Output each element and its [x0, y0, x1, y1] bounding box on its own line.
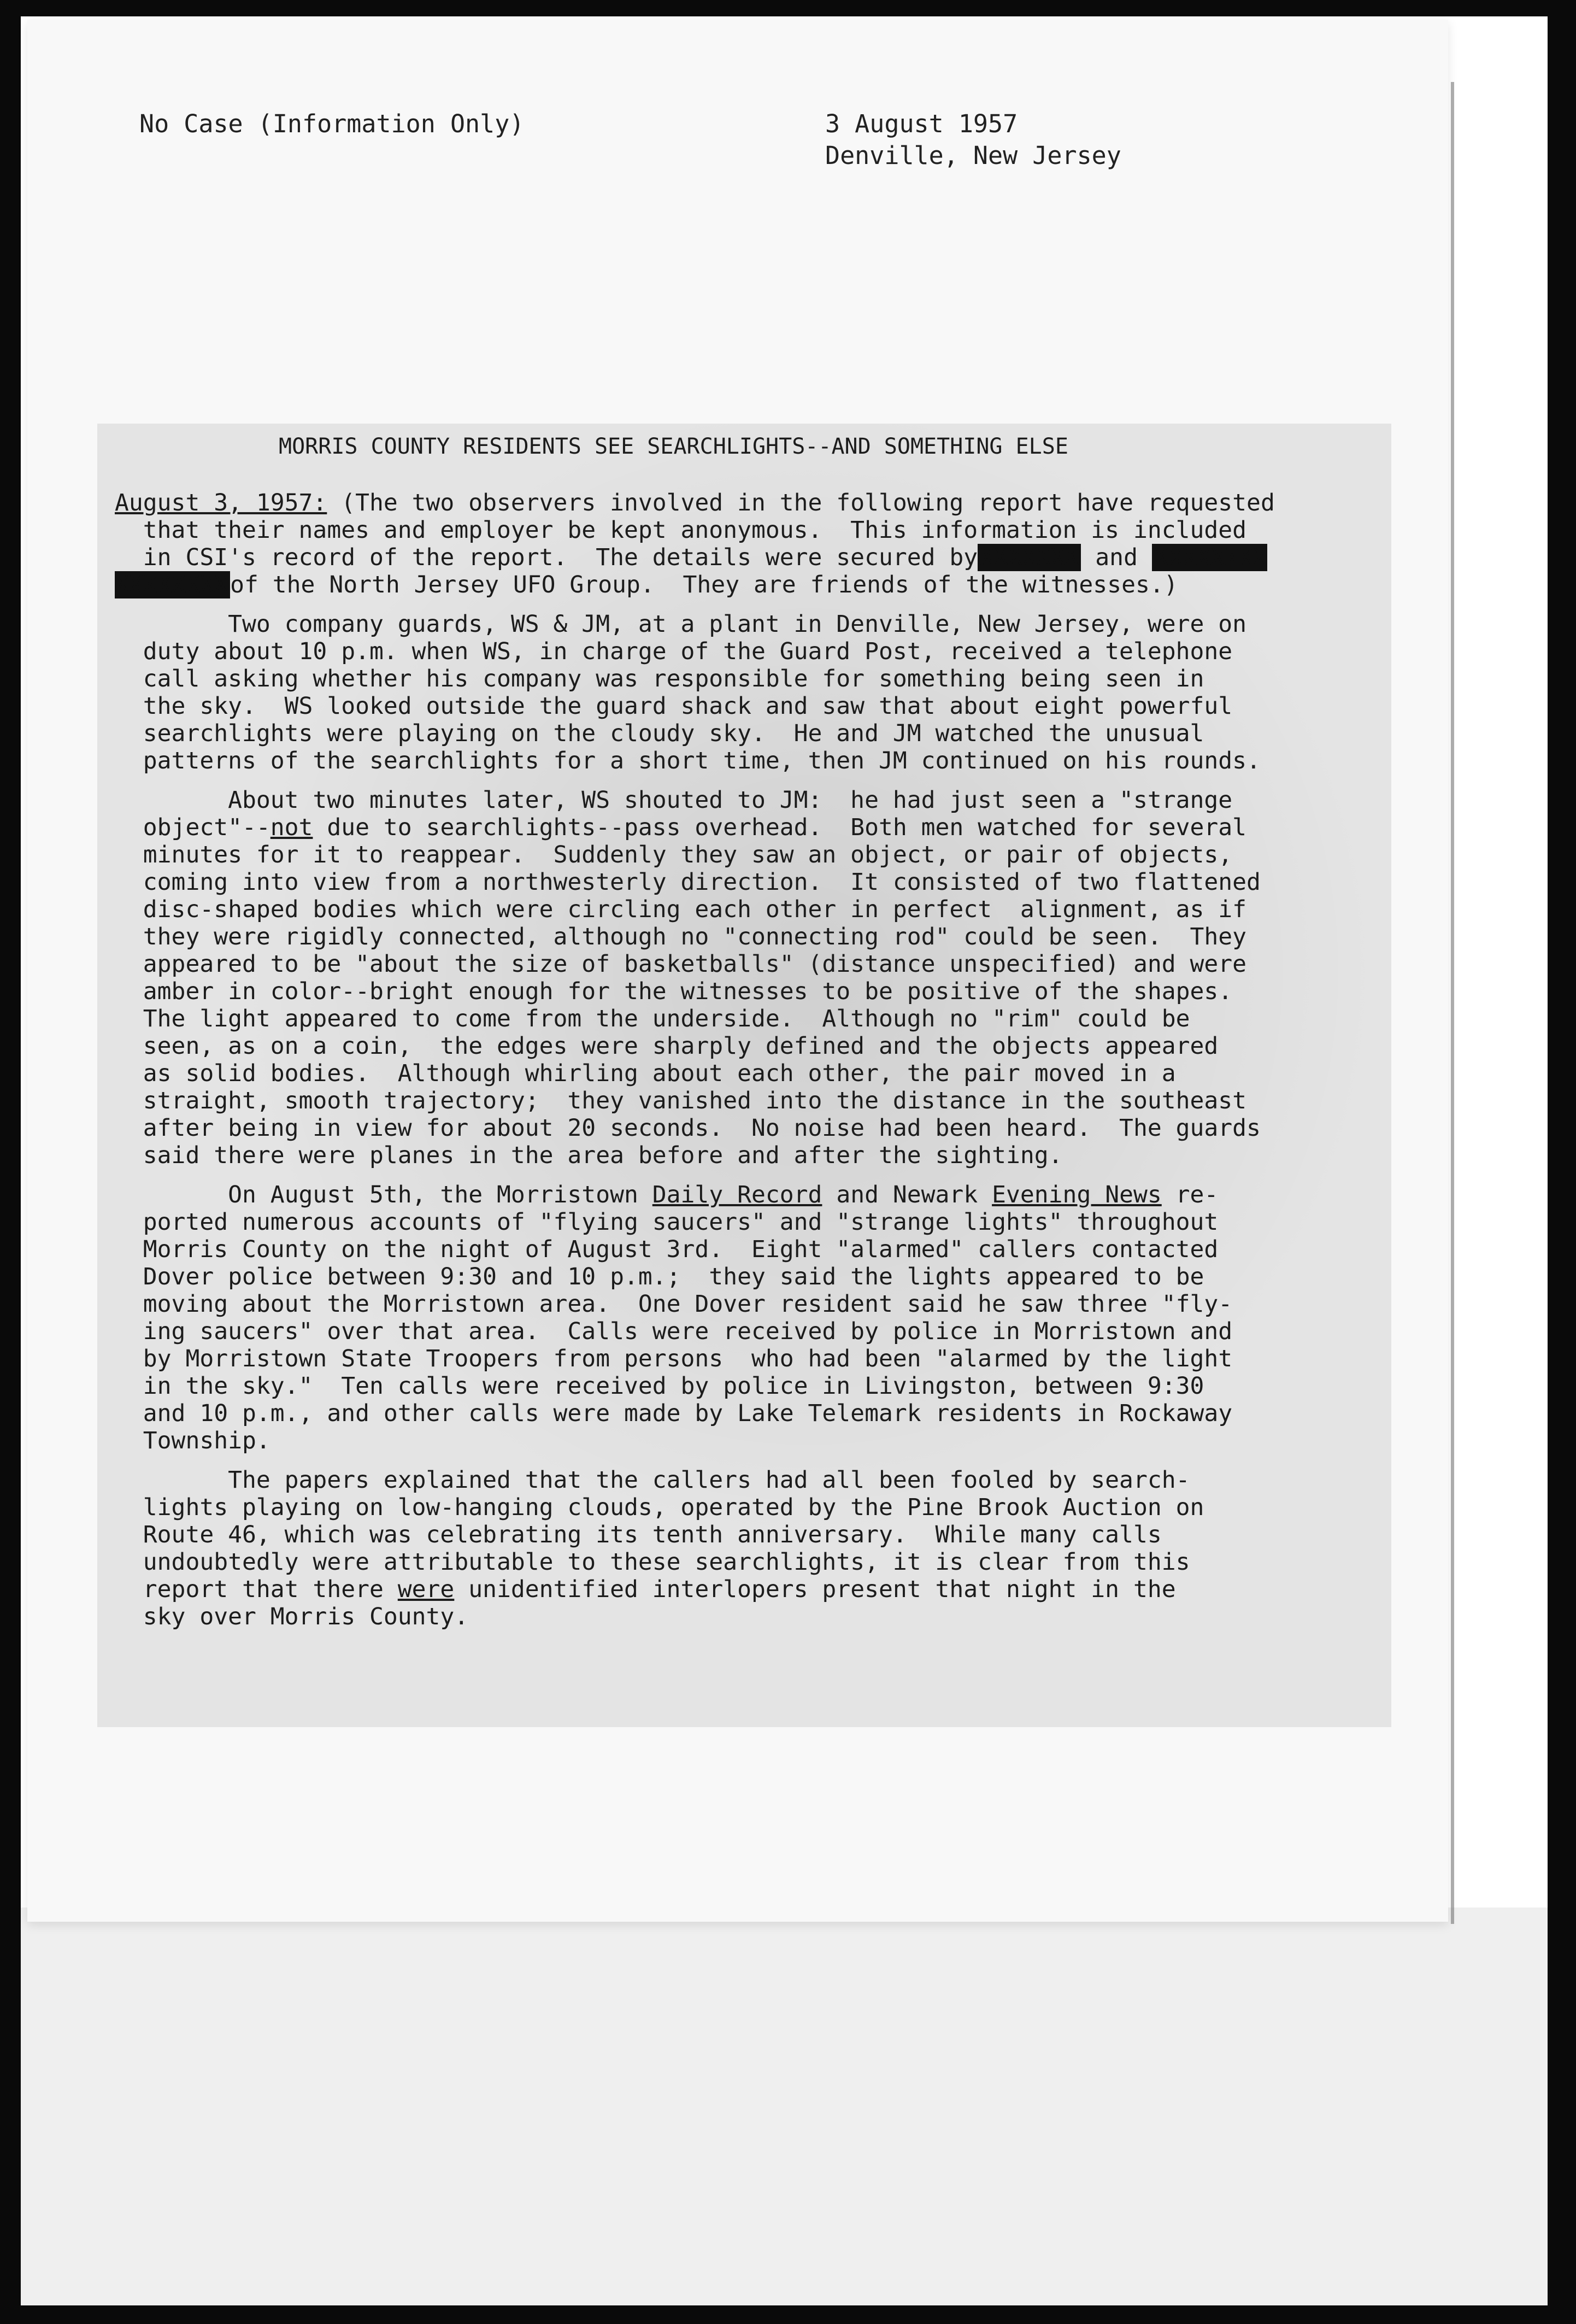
- intro-paragraph: August 3, 1957: (The two observers involved in the following report have requested that their names and employer be kept anonymous. This information is included in CSI's record of the report. The details were secured byXXXXXXX and XXXXXXXX XXXXXXXXof the North Jersey UFO Group. They are friends of the witnesses.): [115, 489, 1275, 598]
- page-edge-shadow: [1451, 82, 1454, 1924]
- sighting-paragraph-1: Two company guards, WS & JM, at a plant in Denville, New Jersey, were on duty about 10 p.m. when WS, in charge of the Guard Post, received a telephone call asking whether his company was responsible for something being seen in the sky. WS looked outside the guard shack and saw that about eight powerful searchlights were playing on the cloudy sky. He and JM watched the unusual patterns of the searchlights for a short time, then JM continued on his rounds.: [143, 611, 1261, 774]
- emphasis-not: not: [270, 814, 313, 841]
- entry-date: August 3, 1957:: [115, 489, 327, 517]
- report-location: Denville, New Jersey: [825, 141, 1121, 170]
- scan-border-bottom: [0, 2305, 1576, 2324]
- sighting-paragraph-2: About two minutes later, WS shouted to JM: he had just seen a "strange object"--not due to searchlights--pass overhead. Both men watched for several minutes for it to reappear. Suddenly they saw an object, or pair of objects, coming into view from a northwesterly direction. It consisted of two flattened disc-shaped bodies which were circling each other in perfect alignment, as if they were rigidly connected, although no "connecting rod" could be seen. They appeared to be "about the size of basketballs" (distance unspecified) and were amber in color--bright enough for the witnesses to be positive of the shapes. The light appeared to come from the underside. Although no "rim" could be seen, as on a coin, the edges were sharply defined and the objects appeared as solid bodies. Although whirling about each other, the pair moved in a straight, smooth trajectory; they vanished into the distance in the southeast after being in view for about 20 seconds. No noise had been heard. The guards said there were planes in the area before and after the sighting.: [143, 787, 1261, 1169]
- clipping-headline: MORRIS COUNTY RESIDENTS SEE SEARCHLIGHTS--AND SOMETHING ELSE: [279, 434, 1068, 459]
- scan-border-top: [0, 0, 1576, 16]
- scan-border-right: [1548, 0, 1576, 2324]
- scanner-backing: [21, 1908, 1548, 2305]
- date-location-block: [825, 108, 1121, 172]
- scan-border-left: [0, 0, 21, 2324]
- press-paragraph: On August 5th, the Morristown Daily Record and Newark Evening News re- ported numerous accounts of "flying saucers" and "strange lights" throughout Morris County on the night of August 3rd. Eight "alarmed" callers contacted Dover police between 9:30 and 10 p.m.; they said the lights appeared to be moving about the Morristown area. One Dover resident said he saw three "fly- ing saucers" over that area. Calls were received by police in Morristown and by Morristown State Troopers from persons who had been "alarmed by the light in the sky." Ten calls were received by police in Livingston, between 9:30 and 10 p.m., and other calls were made by Lake Telemark residents in Rockaway Township.: [115, 1181, 1233, 1454]
- report-date: 3 August 1957: [825, 109, 1018, 138]
- emphasis-were: were: [397, 1576, 455, 1603]
- clipping-body: [115, 489, 1388, 1642]
- newspaper-name: Evening News: [992, 1181, 1162, 1208]
- newspaper-name: Daily Record: [652, 1181, 822, 1208]
- redaction-bar: XXXXXXX: [978, 544, 1081, 571]
- conclusion-paragraph: The papers explained that the callers had all been fooled by search- lights playing on low-hanging clouds, operated by the Pine Brook Auction on Route 46, which was celebrating its tenth anniversary. While many calls undoubtedly were attributable to these searchlights, it is clear from this report that there were unidentified interlopers present that night in the sky over Morris County.: [143, 1466, 1204, 1630]
- case-status-label: No Case (Information Only): [139, 109, 525, 138]
- redaction-bar: XXXXXXXX XXXXXXXX: [115, 544, 1267, 598]
